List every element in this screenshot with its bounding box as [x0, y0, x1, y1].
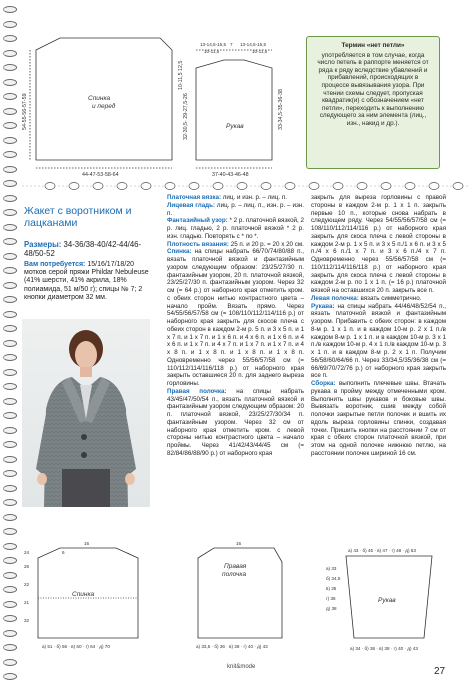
back-side-3: 22: [24, 582, 30, 587]
sleeve-side-2: б) 34,5: [326, 576, 341, 581]
button-ornament: [381, 183, 391, 190]
instruction-text: * 2 р. платочной вязкой, 2 р. лиц. гладью, 2 р. платочной вязкой * 2 р. изн. гладью. Повторять с * по *.: [167, 217, 304, 240]
sleeve-top-dim: a) 43 · б) 45 · в) 47 · г) 48 · д) 53: [348, 548, 416, 553]
spiral-ring: [3, 137, 17, 144]
instruction-text: 25 п. и 20 р. = 20 х 20 см.: [228, 240, 304, 248]
instruction-heading: Рукава:: [311, 302, 335, 310]
sleeve-side-1: a) 33: [326, 566, 337, 571]
spiral-ring: [3, 572, 17, 579]
spiral-ring: [3, 427, 17, 434]
spiral-ring: [3, 166, 17, 173]
button-ornament: [189, 183, 199, 190]
term-callout: [306, 36, 440, 169]
spiral-ring: [3, 514, 17, 521]
instruction-paragraph: [311, 194, 446, 295]
instruction-paragraph: [167, 202, 304, 218]
spiral-ring: [3, 383, 17, 390]
button-ornament: [429, 183, 439, 190]
spiral-ring: [3, 528, 17, 535]
instruction-heading: Лицевая гладь:: [167, 201, 216, 209]
instruction-heading: Фантазийный узор:: [167, 217, 228, 225]
spiral-ring: [3, 108, 17, 115]
instructions-column-1: [167, 194, 304, 458]
spiral-ring: [3, 79, 17, 86]
spiral-ring: [3, 441, 17, 448]
spiral-ring: [3, 369, 17, 376]
sleeve-side-3: в) 35: [326, 586, 337, 591]
instruction-paragraph: [311, 295, 446, 303]
front-schema-label-1: Правая: [224, 563, 247, 570]
spiral-ring: [3, 180, 17, 187]
button-ornament: [141, 183, 151, 190]
spiral-ring: [3, 659, 17, 666]
button-ornament: [117, 183, 127, 190]
button-ornament: [237, 183, 247, 190]
button-ornament: [285, 183, 295, 190]
front-top-dim: 16: [236, 541, 242, 546]
button-ornament: [357, 183, 367, 190]
sleeve-outline: [196, 60, 272, 160]
spiral-ring: [3, 122, 17, 129]
back-side-5: 32: [24, 618, 30, 623]
front-schema-label-2: полочка: [222, 571, 247, 578]
spiral-ring: [3, 253, 17, 260]
instruction-paragraph: [167, 217, 304, 240]
sleeve-dim-d: 13-14,5-15,5: [240, 42, 267, 47]
sleeve-side-4: г) 36: [326, 596, 336, 601]
model-illustration: [22, 319, 150, 507]
spiral-ring: [3, 644, 17, 651]
spiral-ring: [3, 557, 17, 564]
spiral-ring: [3, 151, 17, 158]
instruction-text: на спицы набрать 44/46/48/52/54 п., вязать платочной вязкой и фантазийным узором. Прибавить с обеих сторон: в каждом 8-м р. 1 х 1 п. и в каждом 10-м р. 2 х 1 п./в каждом 8-м р. 1 х 1 п. и в каждом 10-м р. 3 х 1 п./в каждом 10-м р. 4 х 1 п./в каждом 10-м р. 3 х 1 п. и в каждом 8-м р. 2 х 1 п. Получим 56/58/60/64/66 п. Через 33/34,5/35/36/38 см (= 66/69/70/72/76 р.) от наборного края закрыть все п.: [311, 302, 446, 380]
instruction-paragraph: [311, 303, 446, 381]
button-ornament: [309, 183, 319, 190]
instruction-paragraph: [167, 241, 304, 249]
sleeve-dim-a: 13-14,5-15,5: [200, 42, 227, 47]
instruction-heading: Спинка:: [167, 248, 192, 256]
instruction-text: выполнить плечевые швы. Втачать рукава в пройму между отмеченными кром. Выполнить швы рукавов и боковые швы. Вывязать воротник, сшив между собой полочки закрытые петли полочек и вшить их вдоль выреза горловины спинки, создавая точки. Пришить кнопки на расстоянии 7 см от края с обеих сторон платочной вязкой, при этом на одной полочке нижнюю петлю, на расстоянии полочек шириной 16 см.: [311, 380, 446, 457]
sleeve-side-dim-2: 32-30,5- 29-27,5-26: [183, 93, 189, 140]
button-ornament: [45, 183, 55, 190]
button-ornament: [405, 183, 415, 190]
button-ornament: [261, 183, 271, 190]
sleeve-schema-label: Рукав: [378, 597, 396, 604]
materials-value: 15/16/17/18/20 мотков серой пряжи Phildar Nebuleuse (41% шерсти, 41% акрила, 18% полиамида, 51 м/50 г); спицы № 7; 2 кнопки диаметром 32 мм.: [24, 261, 149, 301]
materials-label: Вам потребуется:: [24, 261, 86, 268]
spiral-ring: [3, 586, 17, 593]
back-side-4: 21: [24, 600, 30, 605]
page-number: 27: [434, 666, 446, 677]
spiral-ring: [3, 340, 17, 347]
instruction-paragraph: [167, 248, 304, 388]
spiral-ring: [3, 209, 17, 216]
body-label-line2: и перед: [92, 103, 116, 110]
spiral-ring: [3, 412, 17, 419]
callout-text: употребляется в том случае, когда число петель в раппорте меняется от ряда к ряду вследствие убавлений и прибавлений, происходящих в процессе вывязывания узора. При чтении схемы следует, пропуская квадратик(и) с обозначением «нет петли», переходить к выполнению следующего за ним элемента (лиц., изн., накид и др.).: [317, 51, 429, 127]
article-materials: [24, 261, 154, 302]
sizes-label: Размеры:: [24, 240, 62, 249]
button-ornament: [333, 183, 343, 190]
instruction-heading: Плотность вязания:: [167, 240, 229, 248]
bottom-pattern-schemas: [20, 538, 460, 663]
instructions-column-2: [311, 194, 446, 458]
section-divider: [20, 180, 470, 192]
back-side-2: 26: [24, 564, 30, 569]
spiral-ring: [3, 325, 17, 332]
back-bottom-dim: a) 51 · б) 56 · в) 60 · г) 64 · д) 70: [42, 644, 110, 649]
instruction-heading: Платочная вязка:: [167, 194, 222, 201]
spiral-ring: [3, 238, 17, 245]
spiral-ring: [3, 615, 17, 622]
top-pattern-schema: [20, 20, 310, 190]
sleeve-side-dim-1: 10-11,5 12,5: [178, 60, 184, 90]
back-schema-label: Спинка: [72, 591, 95, 598]
instruction-text: лиц. р. – лиц. п., изн. р. – изн. п.: [167, 201, 304, 217]
instruction-text: на спицы набрать 66/70/74/80/88 п., вязать платочной вязкой и фантазийным узором следующим образом: 23/25/27/30 п. фантазийным узором, 20 п. платочной вязкой, 23/25/27/30 п. фантазийным узором. Через 32 см (= 64 р.) от наборного края отметить кром. с обеих сторон нитью контрастного цвета – начало пройм. Вязать прямо. Через 54/55/56/57/58 см (= 108/110/112/114/116 р.) от наборного края закрыть для скосов плеча с обеих сторон в каждом 2-м р. 5 п. и 3 х 5 п. и 1 х 7 п. и 1 х 7 п. и 1 х 6 п. и 4 х 6 п. и 1 х 6 п. и 4 х 6 п. и 1 х 7 п. и 4 х 7 п. и 1 х 7 п. и 1 х 7 п. и 4 х 8 п. и 1 х 8 п. и 1 х 8 п. и 1 х 8 п. Одновременно через 55/56/57/58 см (= 110/112/114/116/118 р.) от наборного края закрыть оставшиеся 20 п. для заднего выреза горловины.: [167, 248, 304, 387]
spiral-ring: [3, 64, 17, 71]
sleeve-dim-c: 7: [230, 42, 233, 47]
instruction-text: лиц. и изн. р. – лиц. п.: [221, 194, 287, 201]
sleeve-bottom-dim: 37-40-43-46-48: [212, 172, 249, 178]
spiral-binding: [0, 0, 20, 685]
instruction-text: на спицы набрать 43/45/47/50/54 п., вязать платочной вязкой и фантазийным узором следующим образом: 20 п. платочной вязкой, 23/25/27/30/34 п. фантазийным узором. Через 32 см от наборного края отметить кром. с левой стороны нитью контрастного цвета – начало проймы. Через 41/42/43/44/45 см (= 82/84/86/88/90 р.) от наборного края: [167, 387, 304, 457]
instruction-heading: Правая полочка:: [167, 387, 227, 395]
spiral-ring: [3, 311, 17, 318]
article-title: Жакет с воротником и лацканами: [24, 205, 132, 229]
spiral-ring: [3, 499, 17, 506]
back-side-1: 24: [24, 550, 30, 555]
sleeve-side-5: д) 38: [326, 606, 337, 611]
sleeve-label: Рукав: [226, 123, 244, 130]
button-ornament: [69, 183, 79, 190]
sleeve-bottom-dim: a) 34 · б) 36 · в) 38 · г) 40 · д) 43: [350, 646, 418, 651]
spiral-ring: [3, 21, 17, 28]
magazine-logo: knit&mode: [227, 664, 256, 670]
spiral-ring: [3, 224, 17, 231]
spiral-ring: [3, 50, 17, 57]
spiral-ring: [3, 354, 17, 361]
spiral-ring: [3, 35, 17, 42]
spiral-ring: [3, 601, 17, 608]
sizes-value: 34-36/38-40/42-44/46-48/50-52: [24, 240, 142, 258]
back-top-b: 6: [62, 550, 65, 555]
instruction-text: вязать симметрично.: [358, 294, 422, 302]
spiral-ring: [3, 282, 17, 289]
front-bottom-dim: a) 33,5 · б) 36 · в) 38 · г) 40 · д) 43: [196, 644, 268, 649]
spiral-ring: [3, 93, 17, 100]
sleeve-dim-b: 10-11,5: [204, 49, 220, 54]
spiral-ring: [3, 470, 17, 477]
spiral-ring: [3, 267, 17, 274]
body-label-line1: Спинка: [88, 95, 111, 102]
instruction-heading: Сборка:: [311, 380, 336, 387]
sleeve-dim-e: 10-11,5: [252, 49, 268, 54]
instruction-text: закрыть для выреза горловины с правой стороны в каждом 2-м р. 1 х 1 п. закрыть первые 10 п., которые снова набрать в следующем ряду. Через 54/55/56/57/58 см (= 108/110/112/114/116 р.) от наборного края закрыть для скоса плеча с левой стороны в каждом 2-м р. 1 х 5 п. и 3 х 5 п./1 х 6 п. и 3 х 5 п./4 х 6 п./1 х 7 п. и 3 х 6 п./4 х 7 п. Одновременно через 55/56/57/58 см (= 110/112/114/116/118 р.) от наборного края закрыть для скоса плеча с левой стороны в каждом 2-м р. по 1 х 1 п. (= 16 р.) платочной вязкой на оставшихся 20 п. закрыть все п.: [311, 194, 446, 294]
spiral-ring: [3, 673, 17, 680]
sleeve-side-dim-4: 33-34,5-35-36-38: [278, 89, 284, 130]
body-width-dim: 44-47-53-58-64: [82, 172, 119, 178]
instruction-paragraph: [167, 194, 304, 202]
spiral-ring: [3, 456, 17, 463]
callout-term: Термин «нет петли»: [341, 42, 405, 49]
button-ornament: [165, 183, 175, 190]
button-ornament: [93, 183, 103, 190]
spiral-ring: [3, 630, 17, 637]
instruction-paragraph: [167, 388, 304, 458]
model-photo: [22, 319, 150, 507]
instruction-heading: Левая полочка:: [311, 294, 359, 302]
back-top-a: 16: [84, 541, 90, 546]
instruction-paragraph: [311, 380, 446, 458]
button-ornament: [213, 183, 223, 190]
spiral-ring: [3, 398, 17, 405]
spiral-ring: [3, 543, 17, 550]
spiral-ring: [3, 485, 17, 492]
spiral-ring: [3, 195, 17, 202]
front-schema-outline: [198, 548, 282, 638]
article-sizes: [24, 240, 154, 258]
spiral-ring: [3, 296, 17, 303]
button-ornament: [453, 183, 463, 190]
spiral-ring: [3, 6, 17, 13]
body-height-dim: 54-55-56-57-59: [22, 93, 28, 130]
